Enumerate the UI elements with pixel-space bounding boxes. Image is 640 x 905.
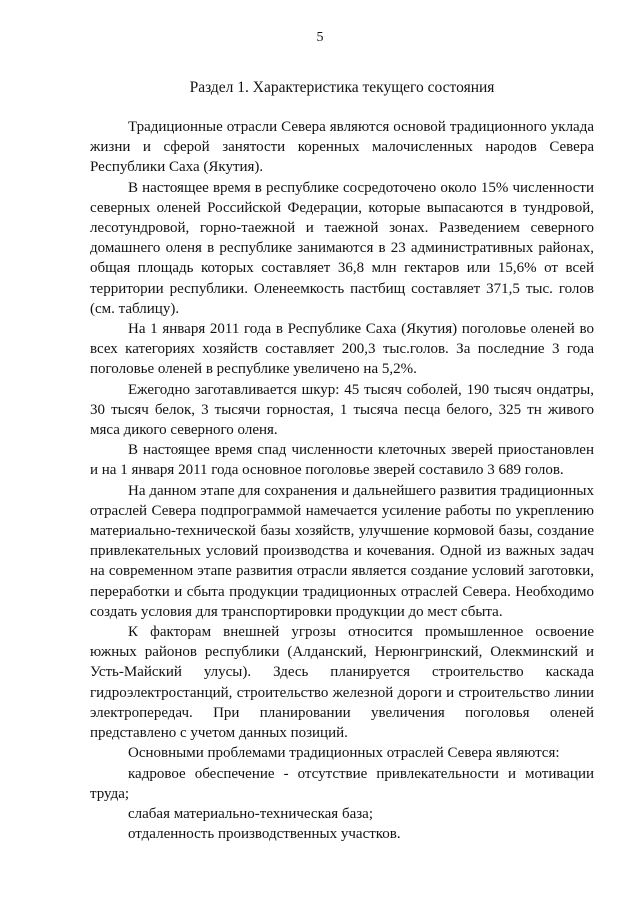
page-number: 5 [316, 30, 324, 45]
section-title: Раздел 1. Характеристика текущего состояния [189, 79, 495, 96]
paragraph-reindeer-share: В настоящее время в республике сосредоточено около 15% численности северных оленей Российской Федерации, которые выпасаются в тундровой, лесотундровой, горно-таежной и таежной зонах. Разведением северного домашнего оленя в республике занимаются в 23 административных районах, общая площадь которых составляет 36,8 млн гектаров или 15,6% от всей территории республики. Оленеемкость пастбищ составляет 371,5 тыс. голов (см. таблицу). [90, 179, 594, 317]
paragraph-intro: Традиционные отрасли Севера являются основой традиционного уклада жизни и сферой занятости коренных малочисленных народов Севера Республики Саха (Якутия). [90, 119, 594, 176]
paragraph-external-threats: К факторам внешней угрозы относится промышленное освоение южных районов республики (Алданский, Нерюнгринский, Олекминский и Усть-Майский улусы). Здесь планируется строительство каскада гидроэлектростанций, строительство железной дороги и строительство линии электропередач. При планировании увеличения поголовья оленей представлено с учетом данных позиций. [90, 624, 594, 742]
paragraph-fur-harvest: Ежегодно заготавливается шкур: 45 тысяч соболей, 190 тысяч ондатры, 30 тысяч белок, 3 тысячи горностая, 1 тысяча песца белого, 325 тн живого мяса дикого северного оленя. [90, 381, 594, 439]
problem-item-remoteness: отдаленность производственных участков. [128, 826, 401, 843]
problem-item-staffing: кадровое обеспечение - отсутствие привлекательности и мотивации труда; [90, 765, 594, 802]
problem-item-material-base: слабая материально-техническая база; [128, 805, 373, 822]
document-body [90, 117, 594, 844]
paragraph-main-problems: Основными проблемами традиционных отраслей Севера являются: [128, 745, 560, 762]
paragraph-reindeer-population: На 1 января 2011 года в Республике Саха (Якутия) поголовье оленей во всех категориях хозяйств составляет 200,3 тыс.голов. За последние 3 года поголовье оленей в республике увеличено на 5,2%. [90, 321, 594, 378]
paragraph-development-tasks: На данном этапе для сохранения и дальнейшего развития традиционных отраслей Севера подпрограммой намечается усиление работы по укреплению материально-технической базы хозяйств, улучшение кормовой базы, создание привлекательных условий производства и кочевания. Одной из важных задач на современном этапе развития отрасли является создание условий заготовки, переработки и сбыта продукции традиционных отраслей Севера. Необходимо создать условия для транспортировки продукции до мест сбыта. [90, 482, 594, 620]
paragraph-cage-animals: В настоящее время спад численности клеточных зверей приостановлен и на 1 января 2011 года основное поголовье зверей составило 3 689 голов. [90, 442, 594, 479]
